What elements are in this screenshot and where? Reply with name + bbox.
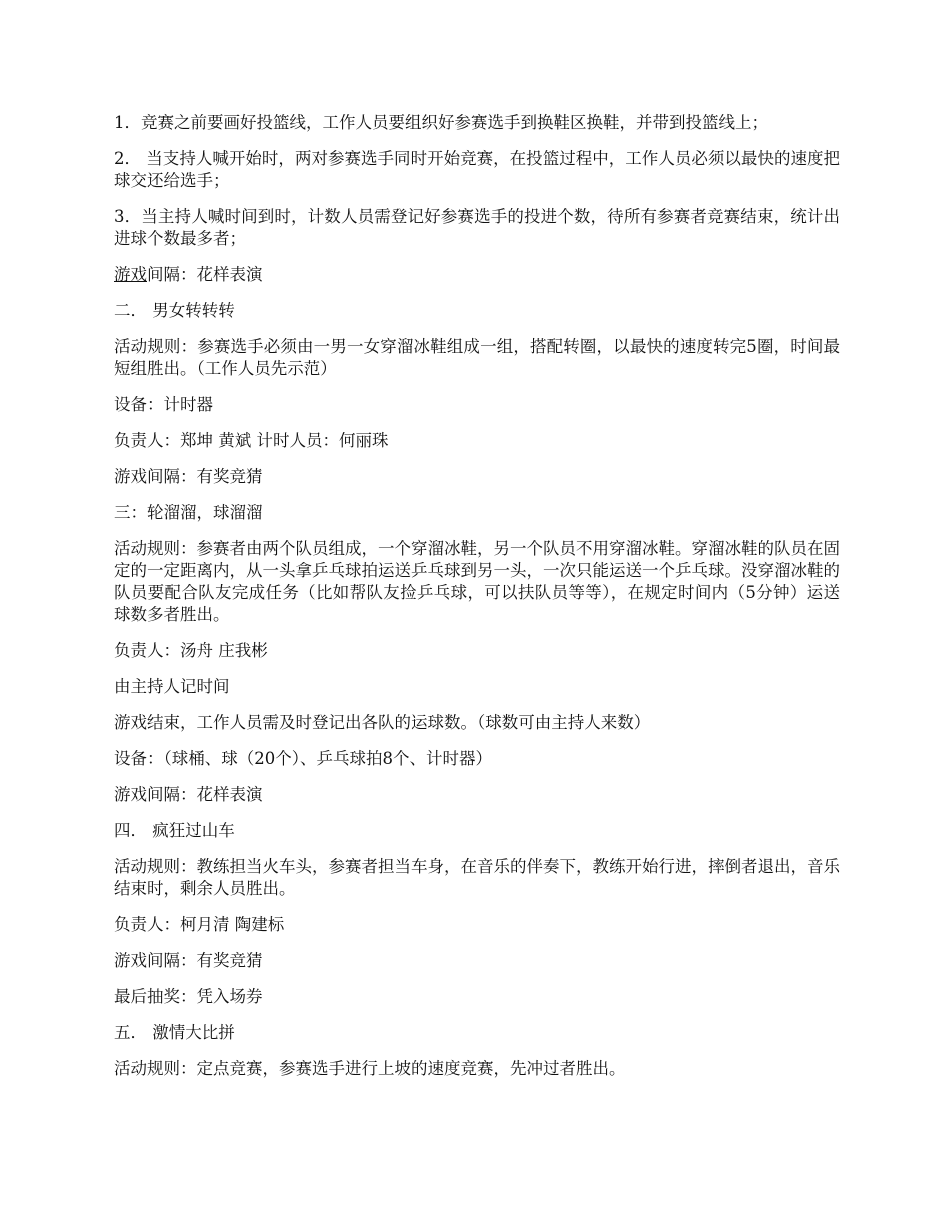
paragraph: 活动规则：参赛者由两个队员组成，一个穿溜冰鞋，另一个队员不用穿溜冰鞋。穿溜冰鞋的队员在固定的一定距离内，从一头拿乒乓球拍运送乒乓球到另一头，一次只能运送一个乒乓球。没穿溜冰鞋的队员要配合队友完成任务（比如帮队友捡乒乓球，可以扶队员等等），在规定时间内（5分钟）运送球数多者胜出。 [114,539,840,624]
section-heading: 四． 疯狂过山车 [114,821,235,840]
paragraph: 游戏间隔：花样表演 [114,785,263,804]
paragraph: 负责人：柯月清 陶建标 [114,915,285,934]
paragraph: 游戏结束，工作人员需及时登记出各队的运球数。（球数可由主持人来数） [114,713,651,732]
paragraph: 由主持人记时间 [114,677,230,696]
underlined-word: 游戏 [114,265,147,284]
paragraph: 设备：（球桶、球（20个）、乒乓球拍8个、计时器） [114,749,492,768]
paragraph: 活动规则：教练担当火车头，参赛者担当车身，在音乐的伴奏下，教练开始行进，摔倒者退出，音乐结束时，剩余人员胜出。 [114,857,840,898]
section-heading: 二． 男女转转转 [114,301,235,320]
paragraph-rest: 间隔：花样表演 [147,265,263,284]
paragraph: 活动规则：定点竞赛，参赛选手进行上坡的速度竞赛，先冲过者胜出。 [114,1059,626,1078]
paragraph: 游戏间隔：有奖竞猜 [114,951,263,970]
section-heading: 五． 激情大比拼 [114,1023,235,1042]
paragraph: 活动规则：参赛选手必须由一男一女穿溜冰鞋组成一组，搭配转圈，以最快的速度转完5圈，时间最短组胜出。（工作人员先示范） [114,337,840,378]
document-body [114,112,840,1094]
paragraph: 最后抽奖：凭入场券 [114,987,263,1006]
paragraph: 3．当主持人喊时间到时，计数人员需登记好参赛选手的投进个数，待所有参赛者竞赛结束，统计出进球个数最多者； [114,207,840,248]
paragraph: 游戏间隔：有奖竞猜 [114,467,263,486]
paragraph: 设备：计时器 [114,395,213,414]
paragraph: 负责人：汤舟 庄我彬 [114,641,268,660]
paragraph: 1．竞赛之前要画好投篮线，工作人员要组织好参赛选手到换鞋区换鞋，并带到投篮线上； [114,113,768,132]
paragraph: 2． 当支持人喊开始时，两对参赛选手同时开始竞赛，在投篮过程中，工作人员必须以最快的速度把球交还给选手； [114,149,840,190]
paragraph [114,264,840,286]
section-heading: 三：轮溜溜，球溜溜 [114,503,263,522]
paragraph: 负责人：郑坤 黄斌 计时人员：何丽珠 [114,431,389,450]
